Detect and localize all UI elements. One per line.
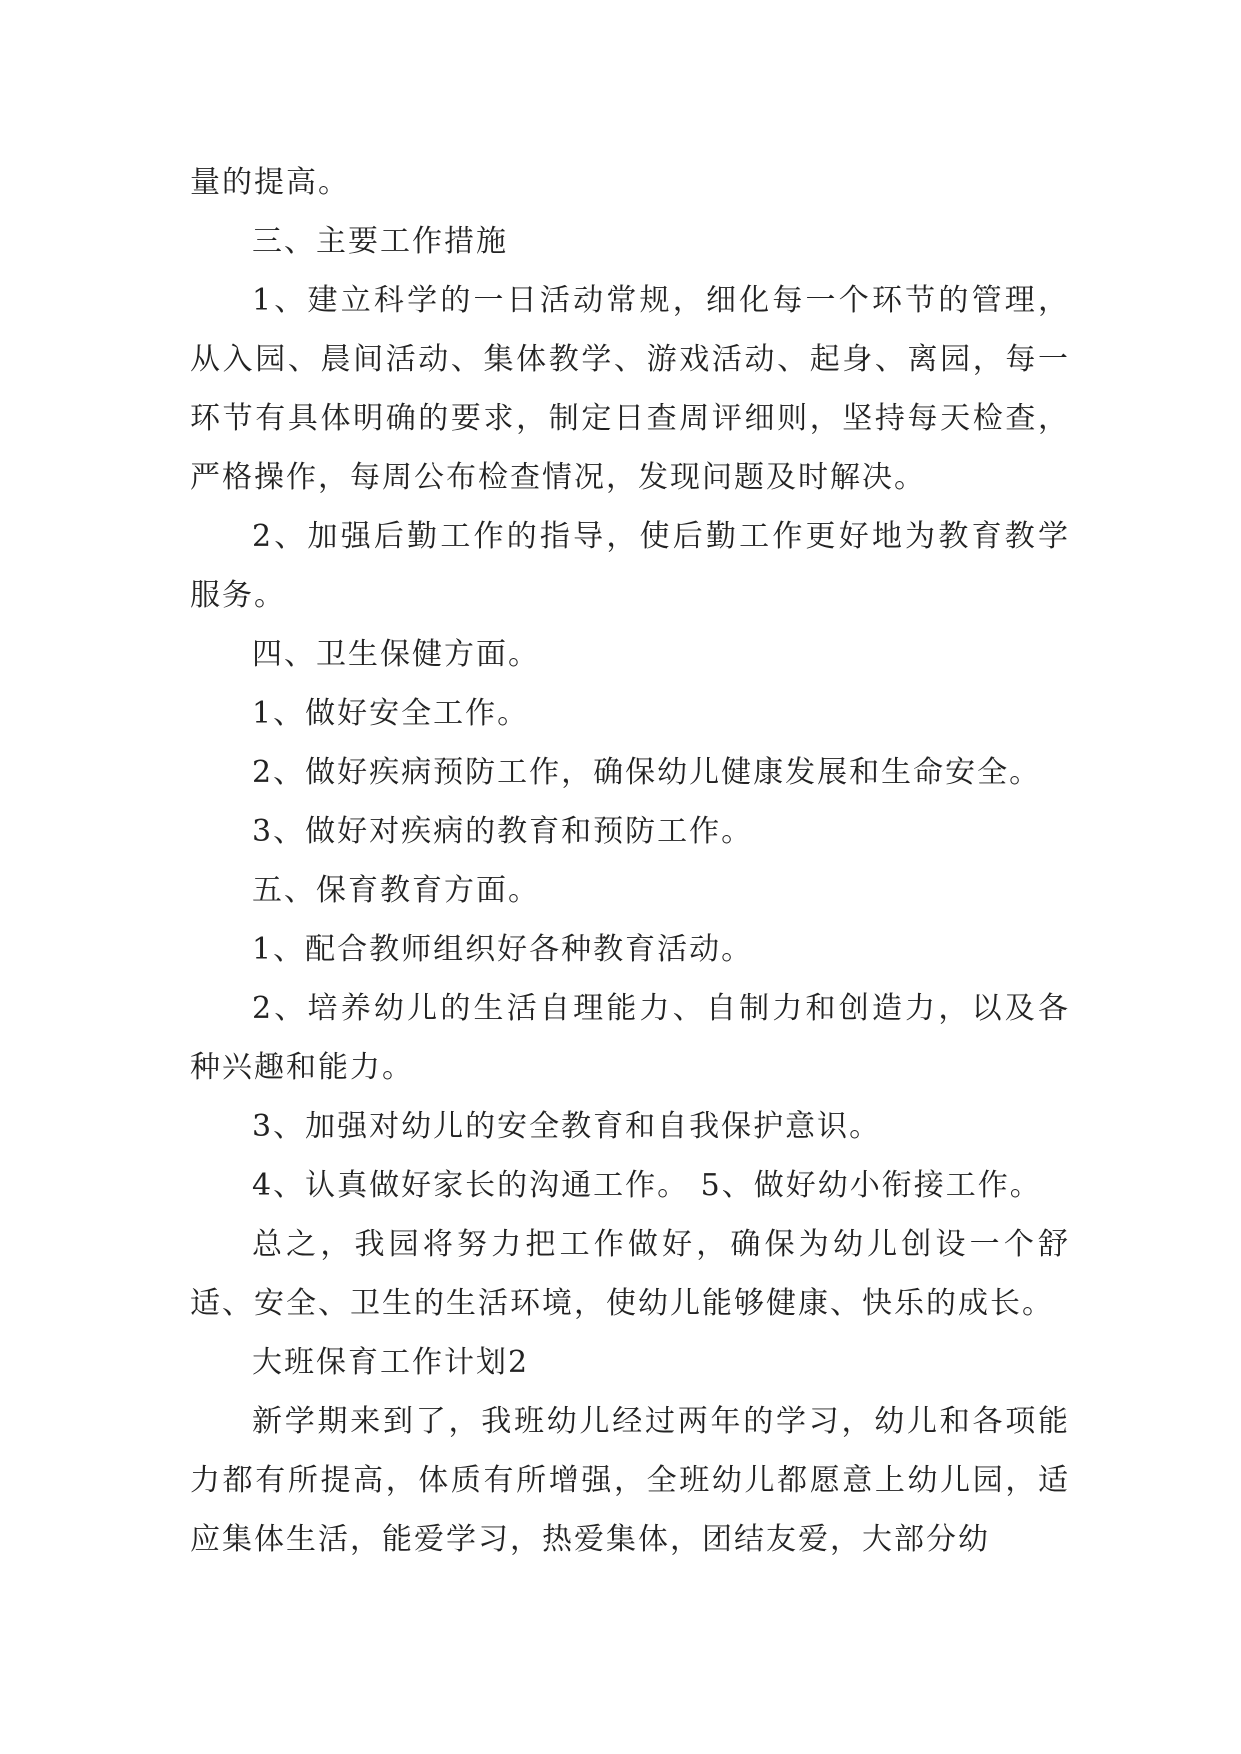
list-item-parent-communication: 4、认真做好家长的沟通工作。 5、做好幼小衔接工作。 <box>252 1168 1042 1203</box>
list-item-self-care: 2、培养幼儿的生活自理能力、自制力和创造力，以及各种兴趣和能力。 <box>190 991 1070 1085</box>
paragraph-daily-routine: 1、建立科学的一日活动常规，细化每一个环节的管理，从入园、晨间活动、集体教学、游戏活动、起身、离园，每一环节有具体明确的要求，制定日查周评细则，坚持每天检查，严格操作，每周公布检查情况，发现问题及时解决。 <box>190 283 1070 495</box>
paragraph-summary: 总之，我园将努力把工作做好，确保为幼儿创设一个舒适、安全、卫生的生活环境，使幼儿能够健康、快乐的成长。 <box>190 1227 1070 1321</box>
section-heading-care-education: 五、保育教育方面。 <box>252 873 540 908</box>
document-subtitle: 大班保育工作计划2 <box>252 1345 530 1380</box>
list-item-safety-education: 3、加强对幼儿的安全教育和自我保护意识。 <box>252 1109 882 1144</box>
document-body <box>190 153 1070 1569</box>
list-item-disease-prevention: 2、做好疾病预防工作，确保幼儿健康发展和生命安全。 <box>252 755 1042 790</box>
paragraph-logistics: 2、加强后勤工作的指导，使后勤工作更好地为教育教学服务。 <box>190 519 1070 613</box>
list-item-disease-education: 3、做好对疾病的教育和预防工作。 <box>252 814 754 849</box>
list-item-activities: 1、配合教师组织好各种教育活动。 <box>252 932 754 967</box>
list-item-safety: 1、做好安全工作。 <box>252 696 530 731</box>
paragraph-continuation: 量的提高。 <box>190 165 350 200</box>
section-heading-measures: 三、主要工作措施 <box>252 224 508 259</box>
paragraph-new-semester: 新学期来到了，我班幼儿经过两年的学习，幼儿和各项能力都有所提高，体质有所增强，全班幼儿都愿意上幼儿园，适应集体生活，能爱学习，热爱集体，团结友爱，大部分幼 <box>190 1404 1070 1557</box>
section-heading-health: 四、卫生保健方面。 <box>252 637 540 672</box>
